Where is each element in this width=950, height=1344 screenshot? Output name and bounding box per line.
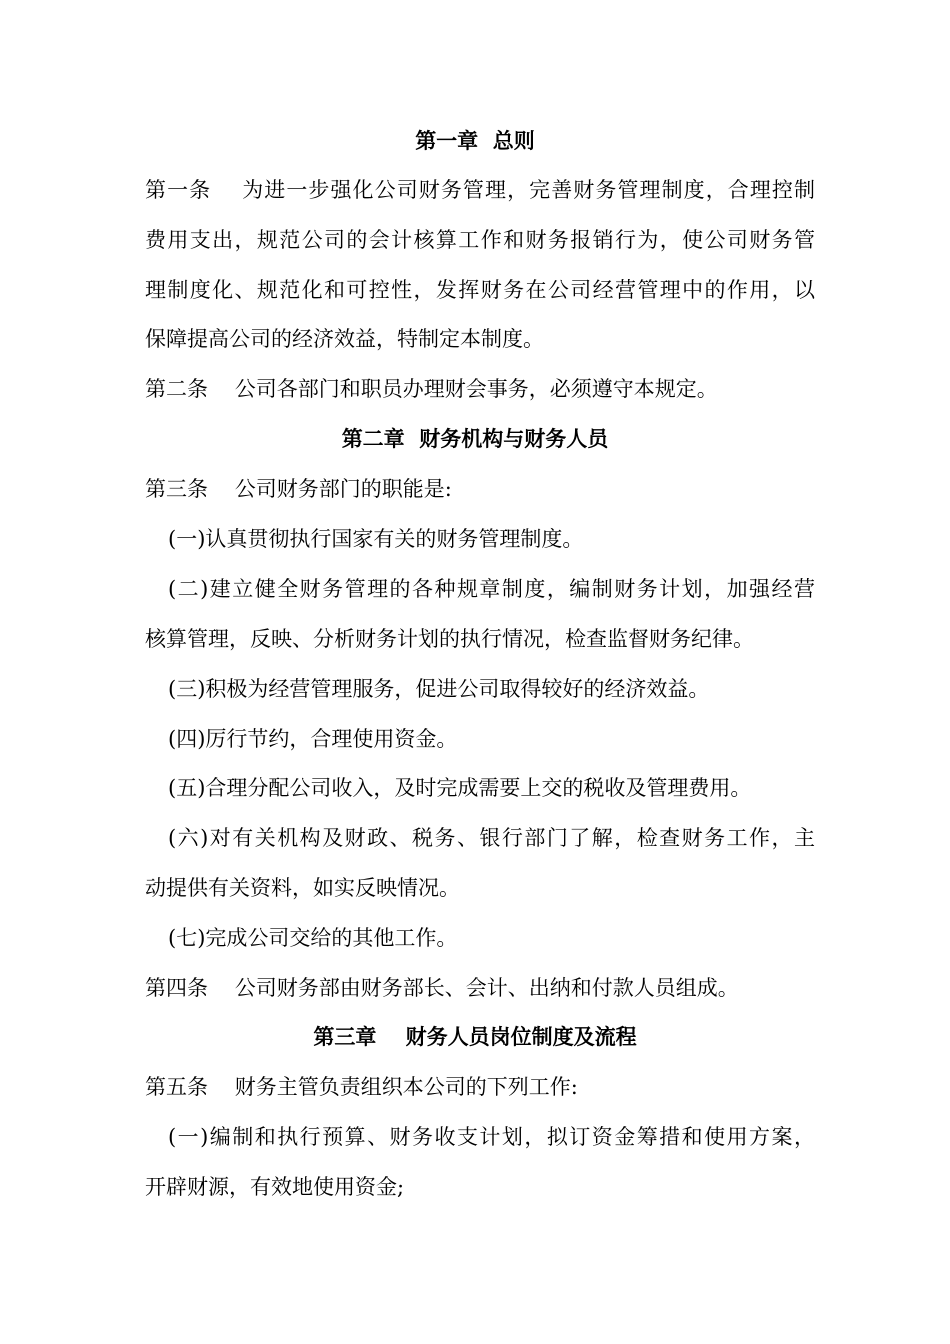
article-1-line-4: 保障提高公司的经济效益，特制定本制度。 [145, 327, 544, 351]
list-item-4: (四)厉行节约，合理使用资金。 [168, 727, 458, 751]
list-item-7: (七)完成公司交给的其他工作。 [168, 926, 458, 950]
chapter-heading-1: 第一章 总则 [415, 128, 535, 153]
chapter-heading-3: 第三章 财务人员岗位制度及流程 [313, 1024, 637, 1049]
list-item-2-line-2: 核算管理，反映、分析财务计划的执行情况，检查监督财务纪律。 [145, 627, 754, 651]
article-3-line: 第三条 公司财务部门的职能是: [145, 477, 452, 501]
article-5-item-1-line-2: 开辟财源，有效地使用资金; [145, 1175, 405, 1199]
chapter-heading-2: 第二章 财务机构与财务人员 [341, 426, 609, 451]
article-2-line: 第二条 公司各部门和职员办理财会事务，必须遵守本规定。 [145, 377, 718, 401]
article-1-line-3: 理制度化、规范化和可控性，发挥财务在公司经营管理中的作用，以 [145, 278, 815, 302]
article-4-line: 第四条 公司财务部由财务部长、会计、出纳和付款人员组成。 [145, 976, 739, 1000]
list-item-2-line-1: (二)建立健全财务管理的各种规章制度，编制财务计划，加强经营 [168, 577, 815, 601]
list-item-3: (三)积极为经营管理服务，促进公司取得较好的经济效益。 [168, 677, 710, 701]
article-5-line: 第五条 财务主管负责组织本公司的下列工作: [145, 1075, 578, 1099]
list-item-5: (五)合理分配公司收入，及时完成需要上交的税收及管理费用。 [168, 776, 752, 800]
article-1-line-2: 费用支出，规范公司的会计核算工作和财务报销行为，使公司财务管 [145, 228, 815, 252]
list-item-6-line-2: 动提供有关资料，如实反映情况。 [145, 876, 460, 900]
list-item-6-line-1: (六)对有关机构及财政、税务、银行部门了解，检查财务工作，主 [168, 826, 815, 850]
article-1-line-1: 第一条 为进一步强化公司财务管理，完善财务管理制度，合理控制 [145, 178, 815, 202]
article-5-item-1-line-1: (一)编制和执行预算、财务收支计划，拟订资金筹措和使用方案， [168, 1125, 815, 1149]
list-item-1: (一)认真贯彻执行国家有关的财务管理制度。 [168, 527, 584, 551]
